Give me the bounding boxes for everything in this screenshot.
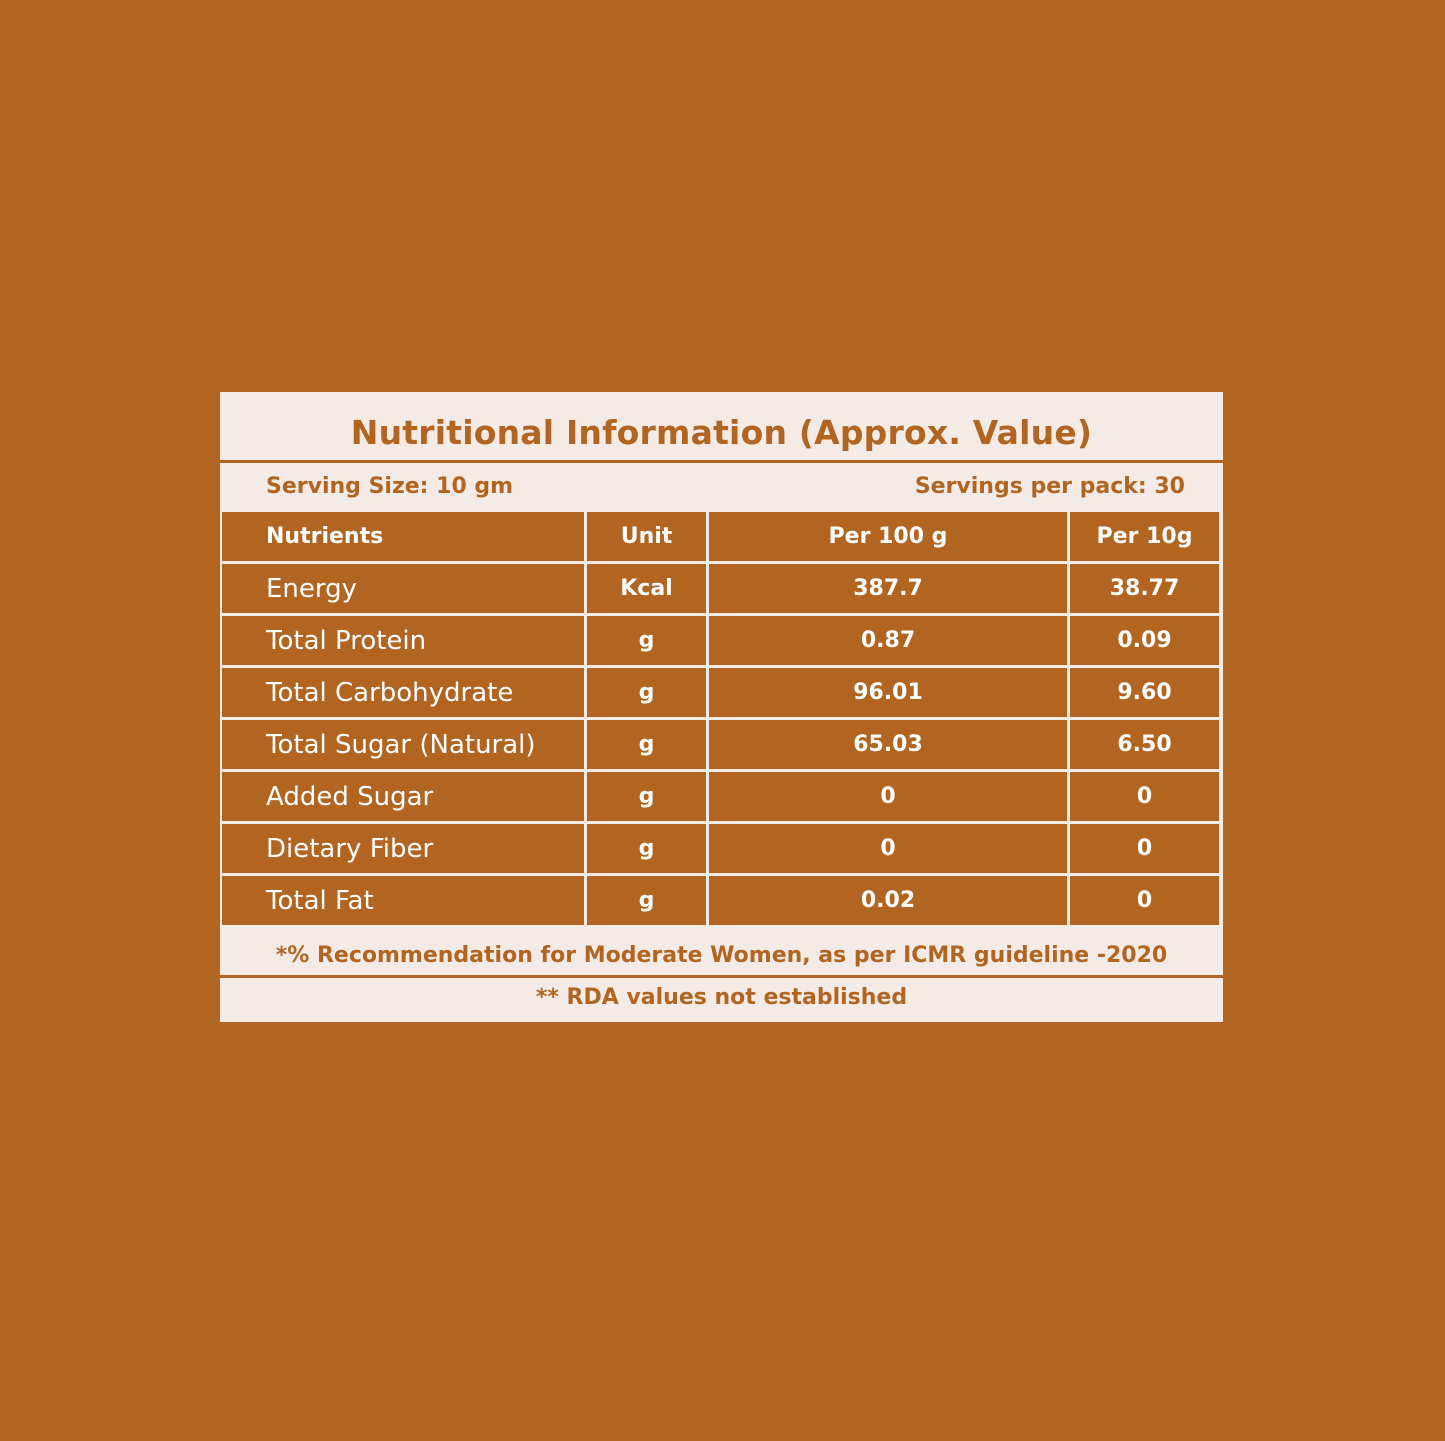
cell-unit: g <box>587 824 706 873</box>
cell-per-100g: 0 <box>709 772 1067 821</box>
cell-per-100g: 65.03 <box>709 720 1067 769</box>
cell-per-10g: 0 <box>1070 824 1219 873</box>
cell-per-100g: 0.02 <box>709 876 1067 925</box>
cell-per-10g: 0 <box>1070 772 1219 821</box>
nutrition-panel <box>220 392 1223 1022</box>
title-divider <box>220 460 1223 463</box>
cell-unit: g <box>587 876 706 925</box>
cell-per-100g: 0.87 <box>709 616 1067 665</box>
cell-unit: g <box>587 616 706 665</box>
header-nutrient: Nutrients <box>222 512 584 561</box>
cell-nutrient: Total Sugar (Natural) <box>222 720 584 769</box>
cell-per-100g: 96.01 <box>709 668 1067 717</box>
cell-per-10g: 9.60 <box>1070 668 1219 717</box>
cell-nutrient: Energy <box>222 564 584 613</box>
nutrition-table <box>222 512 1221 926</box>
cell-per-10g: 38.77 <box>1070 564 1219 613</box>
panel-title: Nutritional Information (Approx. Value) <box>350 413 1093 452</box>
header-unit: Unit <box>587 512 706 561</box>
cell-nutrient: Total Fat <box>222 876 584 925</box>
recommendation-footnote: *% Recommendation for Moderate Women, as per ICMR guideline -2020 <box>275 943 1168 968</box>
cell-nutrient: Added Sugar <box>222 772 584 821</box>
cell-nutrient: Total Protein <box>222 616 584 665</box>
rda-footnote: ** RDA values not established <box>535 985 908 1010</box>
servings-per-pack: Servings per pack: 30 <box>914 474 1185 499</box>
header-per-10g: Per 10g <box>1070 512 1219 561</box>
cell-per-10g: 0.09 <box>1070 616 1219 665</box>
cell-unit: g <box>587 772 706 821</box>
cell-nutrient: Dietary Fiber <box>222 824 584 873</box>
header-per-100g: Per 100 g <box>709 512 1067 561</box>
cell-unit: g <box>587 668 706 717</box>
cell-per-100g: 0 <box>709 824 1067 873</box>
cell-unit: g <box>587 720 706 769</box>
cell-nutrient: Total Carbohydrate <box>222 668 584 717</box>
cell-per-10g: 6.50 <box>1070 720 1219 769</box>
cell-unit: Kcal <box>587 564 706 613</box>
cell-per-100g: 387.7 <box>709 564 1067 613</box>
serving-size: Serving Size: 10 gm <box>266 474 514 499</box>
cell-per-10g: 0 <box>1070 876 1219 925</box>
